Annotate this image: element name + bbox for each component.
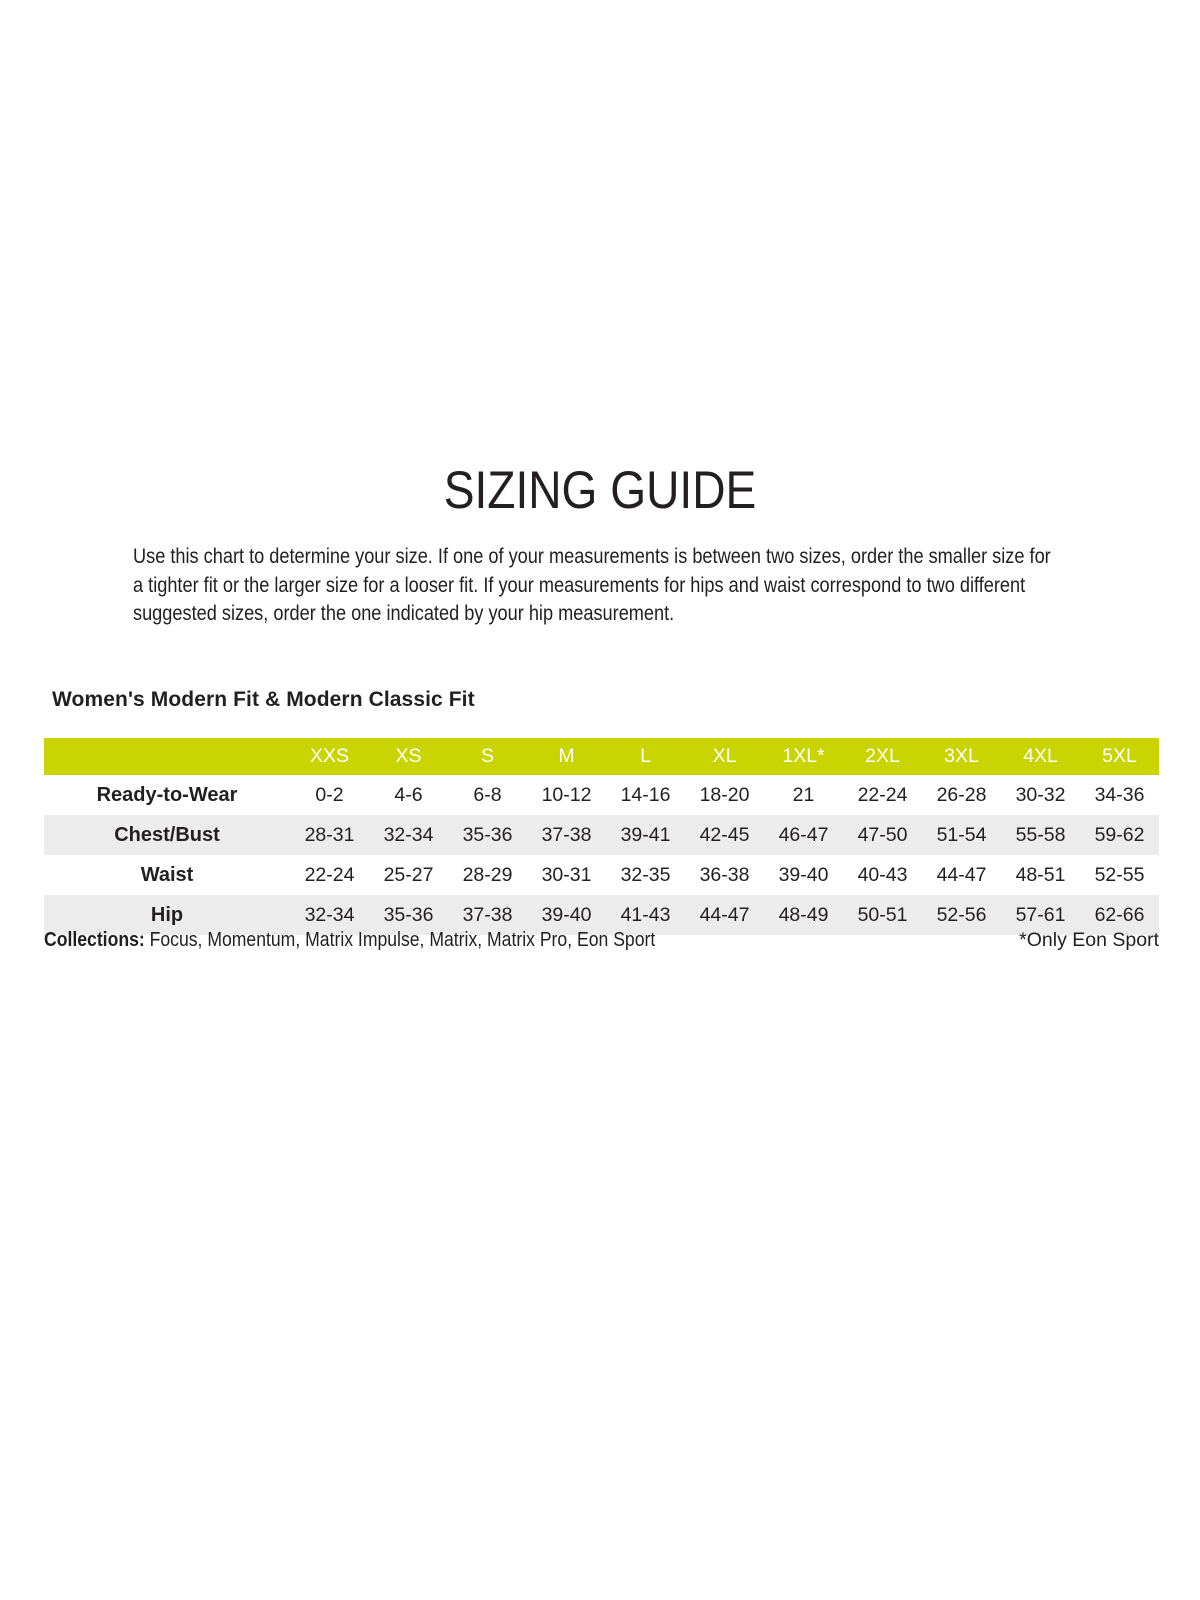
size-value-cell: 62-66: [1094, 903, 1145, 926]
size-value-cell: 28-29: [462, 863, 513, 886]
size-value-cell: 48-49: [778, 903, 829, 926]
collections-footer: [44, 929, 1159, 952]
size-value-cell: 10-12: [541, 783, 592, 806]
size-value-cell: 32-34: [304, 903, 355, 926]
size-table-head: [44, 738, 1159, 775]
size-value-cell: 22-24: [857, 783, 908, 806]
size-column-header: 4XL: [1001, 738, 1080, 775]
collections-label: Collections:: [44, 929, 145, 951]
size-value-cell: 36-38: [699, 863, 750, 886]
size-value-cell: 30-31: [541, 863, 592, 886]
size-value-cell: 47-50: [857, 823, 908, 846]
size-value-cell: 4-6: [394, 783, 423, 806]
footnote: *Only Eon Sport: [1019, 929, 1159, 951]
size-value-cell: 26-28: [936, 783, 987, 806]
size-value-cell: 18-20: [699, 783, 750, 806]
size-value-cell: 37-38: [541, 823, 592, 846]
size-value-cell: 59-62: [1094, 823, 1145, 846]
row-label: Waist: [140, 863, 194, 886]
size-column-header: 3XL: [922, 738, 1001, 775]
size-value-cell: 22-24: [304, 863, 355, 886]
collections-list: Focus, Momentum, Matrix Impulse, Matrix, Matrix Pro, Eon Sport: [149, 929, 656, 951]
size-value-cell: 0-2: [315, 783, 344, 806]
size-value-cell: 28-31: [304, 823, 355, 846]
size-table-body: [44, 775, 1159, 935]
size-value-cell: 32-35: [620, 863, 671, 886]
size-column-header: 5XL: [1080, 738, 1159, 775]
size-value-cell: 6-8: [473, 783, 502, 806]
size-value-cell: 52-55: [1094, 863, 1145, 886]
collections-text: [44, 929, 655, 952]
size-table-header-row: [44, 738, 1159, 775]
size-value-cell: 39-41: [620, 823, 671, 846]
row-label: Chest/Bust: [114, 823, 220, 846]
size-column-header: 2XL: [843, 738, 922, 775]
size-value-cell: 41-43: [620, 903, 671, 926]
size-table: [44, 738, 1159, 935]
size-column-header: S: [448, 738, 527, 775]
page-title: SIZING GUIDE: [443, 461, 757, 520]
size-value-cell: 34-36: [1094, 783, 1145, 806]
size-value-cell: 21: [792, 783, 815, 806]
size-value-cell: 40-43: [857, 863, 908, 886]
size-value-cell: 32-34: [383, 823, 434, 846]
size-value-cell: 50-51: [857, 903, 908, 926]
size-value-cell: 39-40: [541, 903, 592, 926]
size-value-cell: 35-36: [383, 903, 434, 926]
size-column-header: L: [606, 738, 685, 775]
size-value-cell: 46-47: [778, 823, 829, 846]
size-value-cell: 39-40: [778, 863, 829, 886]
table-row: [44, 815, 1159, 855]
size-value-cell: 44-47: [936, 863, 987, 886]
size-column-header: M: [527, 738, 606, 775]
table-row: [44, 855, 1159, 895]
size-value-cell: 52-56: [936, 903, 987, 926]
size-column-header: XS: [369, 738, 448, 775]
size-column-header: 1XL*: [764, 738, 843, 775]
corner-cell: [44, 738, 290, 775]
size-value-cell: 55-58: [1015, 823, 1066, 846]
size-value-cell: 30-32: [1015, 783, 1066, 806]
size-value-cell: 37-38: [462, 903, 513, 926]
size-value-cell: 44-47: [699, 903, 750, 926]
section-heading: Women's Modern Fit & Modern Classic Fit: [52, 688, 475, 711]
size-value-cell: 42-45: [699, 823, 750, 846]
size-value-cell: 14-16: [620, 783, 671, 806]
size-column-header: XXS: [290, 738, 369, 775]
table-row: [44, 775, 1159, 815]
size-value-cell: 48-51: [1015, 863, 1066, 886]
intro-paragraph: [133, 543, 1195, 629]
size-value-cell: 25-27: [383, 863, 434, 886]
size-column-header: XL: [685, 738, 764, 775]
size-value-cell: 35-36: [462, 823, 513, 846]
intro-text: Use this chart to determine your size. If one of your measurements is between two sizes, order the smaller size for a tighter fit or the larger size for a looser fit. If your measurements for hips and waist correspond to two different suggested sizes, order the one indicated by your hip measurement.: [133, 545, 1051, 625]
row-label: Ready-to-Wear: [96, 783, 238, 806]
size-value-cell: 57-61: [1015, 903, 1066, 926]
row-label: Hip: [150, 903, 184, 926]
size-value-cell: 51-54: [936, 823, 987, 846]
